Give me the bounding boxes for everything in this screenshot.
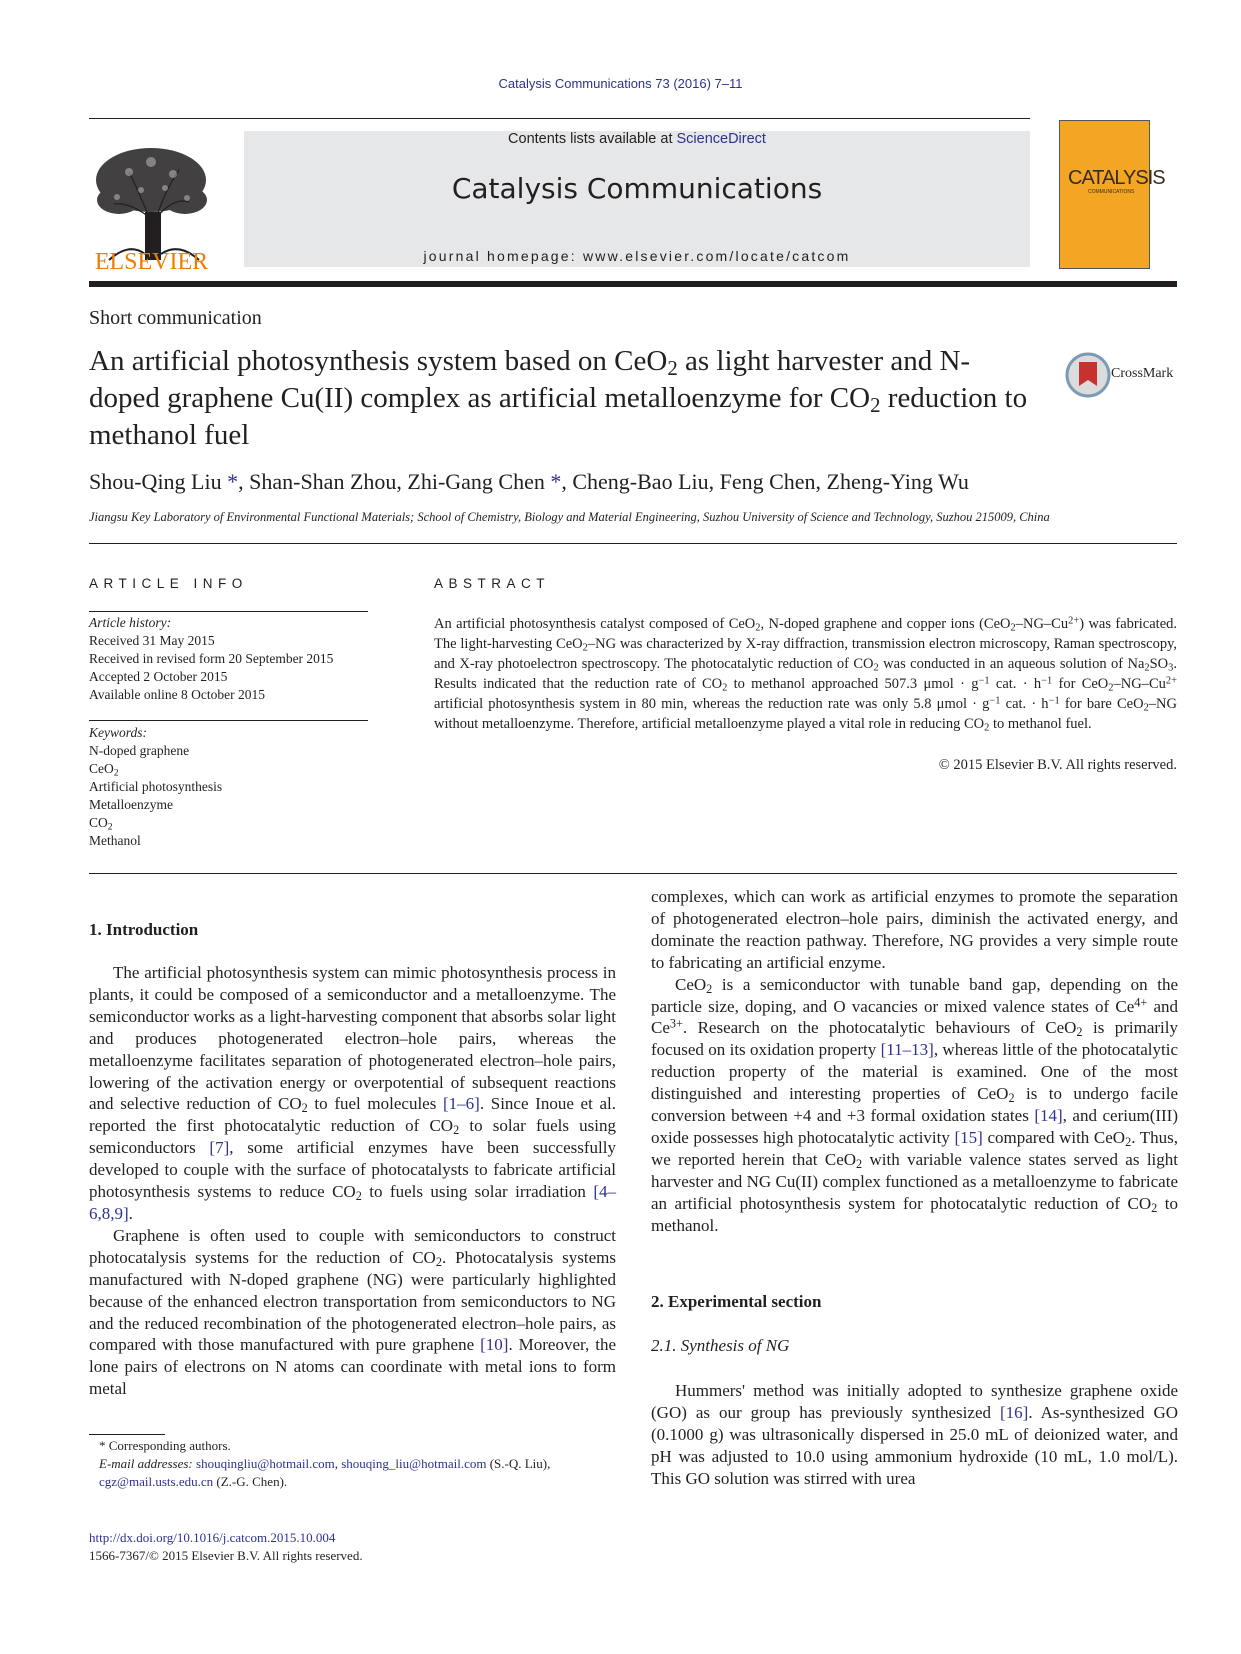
doi-block bbox=[89, 1529, 363, 1565]
subsection-heading-synthesis: 2.1. Synthesis of NG bbox=[651, 1336, 790, 1355]
doi-link[interactable]: http://dx.doi.org/10.1016/j.catcom.2015.10.004 bbox=[89, 1530, 336, 1545]
email-addresses[interactable] bbox=[89, 1455, 616, 1491]
keyword: Methanol bbox=[89, 833, 141, 848]
section-heading-introduction: 1. Introduction bbox=[89, 920, 199, 939]
email-list[interactable]: shouqingliu@hotmail.com, shouqing_liu@hotmail.com (S.-Q. Liu), cgz@mail.usts.edu.cn (Z.-G. Chen). bbox=[99, 1456, 551, 1489]
crossmark-label[interactable]: CrossMark bbox=[1111, 366, 1174, 381]
keyword: CeO$_2$ bbox=[89, 761, 119, 779]
history-accepted: Accepted 2 October 2015 bbox=[89, 669, 228, 684]
cover-subtitle: COMMUNICATIONS bbox=[1088, 189, 1135, 195]
issn-line: 1566-7367/© 2015 Elsevier B.V. All rights reserved. bbox=[89, 1548, 363, 1563]
history-label: Article history: bbox=[89, 615, 172, 630]
journal-title: Catalysis Communications bbox=[451, 172, 823, 205]
article-info-rule bbox=[89, 611, 368, 612]
email-label: E-mail addresses: bbox=[99, 1456, 197, 1471]
keyword: $CO_2$ bbox=[89, 815, 113, 833]
article-title: An artificial photosynthesis system based on CeO$_2$ as light harvester and N-doped graphene Cu(II) complex as artificial metalloenzyme for $CO_2$ reduction to methanol fuel bbox=[89, 345, 1028, 451]
journal-homepage[interactable]: journal homepage: www.elsevier.com/locate/catcom bbox=[423, 248, 851, 264]
body-column-right bbox=[651, 886, 1178, 1237]
article-info-heading: ARTICLE INFO bbox=[89, 576, 248, 591]
footnote-rule bbox=[89, 1434, 165, 1435]
body-paragraph: Hummers' method was initially adopted to synthesize graphene oxide (GO) as our group has previously synthesized [16]. As-synthesized GO (0.1000 g) was ultrasonically dispersed in 25.0 mL of deionized water, and pH was adjusted to 10.0 using ammonium hydroxide (10 mL, 1.0 mol/L). This GO solution was stirred with urea bbox=[651, 1381, 1179, 1488]
elsevier-wordmark: ELSEVIER bbox=[94, 249, 209, 275]
body-column-left bbox=[89, 962, 616, 1400]
cover-title: CATALYSIS bbox=[1068, 167, 1165, 189]
contents-prefix: Contents lists available at bbox=[508, 131, 677, 147]
body-paragraph: The artificial photosynthesis system can mimic photosynthesis process in plants, it could be composed of a semiconductor and a metalloenzyme. The semiconductor works as a light-harvesting component that absorbs solar light and produces photogenerated electron–hole pairs, whereas the metalloenzyme facilitates separation of photogenerated electron–hole pairs, lowering of the activation energy or overpotential of subsequent reactions and selective reduction of $CO_2$ to fuel molecules [1–6]. Since Inoue et al. reported the first photocatalytic reduction of $CO_2$ to solar fuels using semiconductors [7], some artificial enzymes have been successfully developed to couple with the surface of photocatalysts to fabricate artificial photosynthesis systems to reduce $CO_2$ to fuels using solar irradiation [4–6,8,9]. bbox=[89, 963, 617, 1223]
abstract-heading: ABSTRACT bbox=[434, 576, 551, 591]
keyword: Artificial photosynthesis bbox=[89, 779, 223, 794]
contents-line bbox=[244, 131, 1030, 147]
journal-reference[interactable]: Catalysis Communications 73 (2016) 7–11 bbox=[498, 76, 743, 91]
keywords bbox=[89, 724, 368, 850]
journal-cover-thumbnail[interactable] bbox=[1059, 120, 1165, 269]
footnote bbox=[89, 1437, 616, 1491]
article-type: Short communication bbox=[89, 307, 262, 329]
header-top-rule bbox=[89, 118, 1030, 119]
article-history bbox=[89, 614, 368, 704]
keywords-rule bbox=[89, 720, 368, 721]
divider-rule bbox=[89, 543, 1177, 544]
keyword: Metalloenzyme bbox=[89, 797, 173, 812]
history-received: Received 31 May 2015 bbox=[89, 633, 215, 648]
body-paragraph: complexes, which can work as artificial enzymes to promote the separation of photogenerated electron–hole pairs, diminish the activated energy, and dominate the reaction pathway. Therefore, NG provides a very simple route to fabricating an artificial enzyme. bbox=[651, 887, 1178, 972]
keyword: N-doped graphene bbox=[89, 743, 190, 758]
corresponding-authors-note: * Corresponding authors. bbox=[99, 1438, 231, 1453]
history-online: Available online 8 October 2015 bbox=[89, 687, 265, 702]
author-list: Shou-Qing Liu *, Shan-Shan Zhou, Zhi-Gang Chen *, Cheng-Bao Liu, Feng Chen, Zheng-Ying Wu bbox=[89, 469, 969, 494]
divider-rule bbox=[89, 873, 1177, 874]
affiliation: Jiangsu Key Laboratory of Environmental Functional Materials; School of Chemistry, Biology and Material Engineering, Suzhou University of Science and Technology, Suzhou 215009, China bbox=[89, 510, 1050, 524]
header-thick-rule bbox=[89, 281, 1177, 287]
body-paragraph: CeO$_2$ is a semiconductor with tunable band gap, depending on the particle size, doping, and O vacancies or mixed valence states of $Ce^{4+}$ and $Ce^{3+}$. Research on the photocatalytic behaviours of CeO$_2$ is primarily focused on its oxidation property [11–13], whereas little of the photocatalytic reduction property of the material is examined. One of the most distinguished and interesting properties of CeO$_2$ is to undergo facile conversion between +4 and +3 formal oxidation states [14], and cerium(III) oxide possesses high photocatalytic activity [15] compared with CeO$_2$. Thus, we reported herein that CeO$_2$ with variable valence states served as light harvester and NG Cu(II) complex functioned as a metalloenzyme to fabricate an artificial photosynthesis system for photocatalytic reduction of $CO_2$ to methanol. bbox=[651, 974, 1179, 1235]
section-heading-experimental: 2. Experimental section bbox=[651, 1292, 822, 1311]
abstract-copyright: © 2015 Elsevier B.V. All rights reserved. bbox=[938, 757, 1177, 773]
body-paragraph: Graphene is often used to couple with semiconductors to construct photocatalysis systems for the reduction of $CO_2$. Photocatalysis systems manufactured with N-doped graphene (NG) were particularly highlighted because of the enhanced electron transportation from semiconductors to NG and the reduced recombination of the photogenerated electron–hole pairs, as compared with those manufactured with pure graphene [10]. Moreover, the lone pairs of electrons on N atoms can coordinate with metal ions to form metal bbox=[89, 1225, 616, 1399]
history-revised: Received in revised form 20 September 2015 bbox=[89, 651, 334, 666]
keywords-label: Keywords: bbox=[89, 725, 147, 740]
abstract-text: An artificial photosynthesis catalyst composed of CeO$_2$, N-doped graphene and copper ions $(CeO_2-NG-Cu^{2+})$ was fabricated. The light-harvesting CeO$_2$–NG was characterized by X-ray diffraction, transmission electron microscopy, Raman spectroscopy, and X-ray photoelectron spectroscopy. The photocatalytic reduction of $CO_2$ was conducted in an aqueous solution of $Na_2SO_3$. Results indicated that the reduction rate of $CO_2$ to methanol approached 507.3 $\mu mol \cdot g^{-1}$ cat. · $h^{-1}$ for $CeO_2-NG-Cu^{2+}$ artificial photosynthesis system in 80 min, whereas the reduction rate was only 5.8 $\mu mol \cdot g^{-1}$ cat. · $h^{-1}$ for bare CeO$_2$–NG without metalloenzyme. Therefore, artificial metalloenzyme played a vital role in reducing $CO_2$ to methanol fuel. bbox=[434, 615, 1178, 734]
body-column-right-lower bbox=[651, 1380, 1178, 1490]
crossmark-icon[interactable] bbox=[1065, 352, 1111, 398]
sciencedirect-link[interactable]: ScienceDirect bbox=[676, 131, 766, 147]
